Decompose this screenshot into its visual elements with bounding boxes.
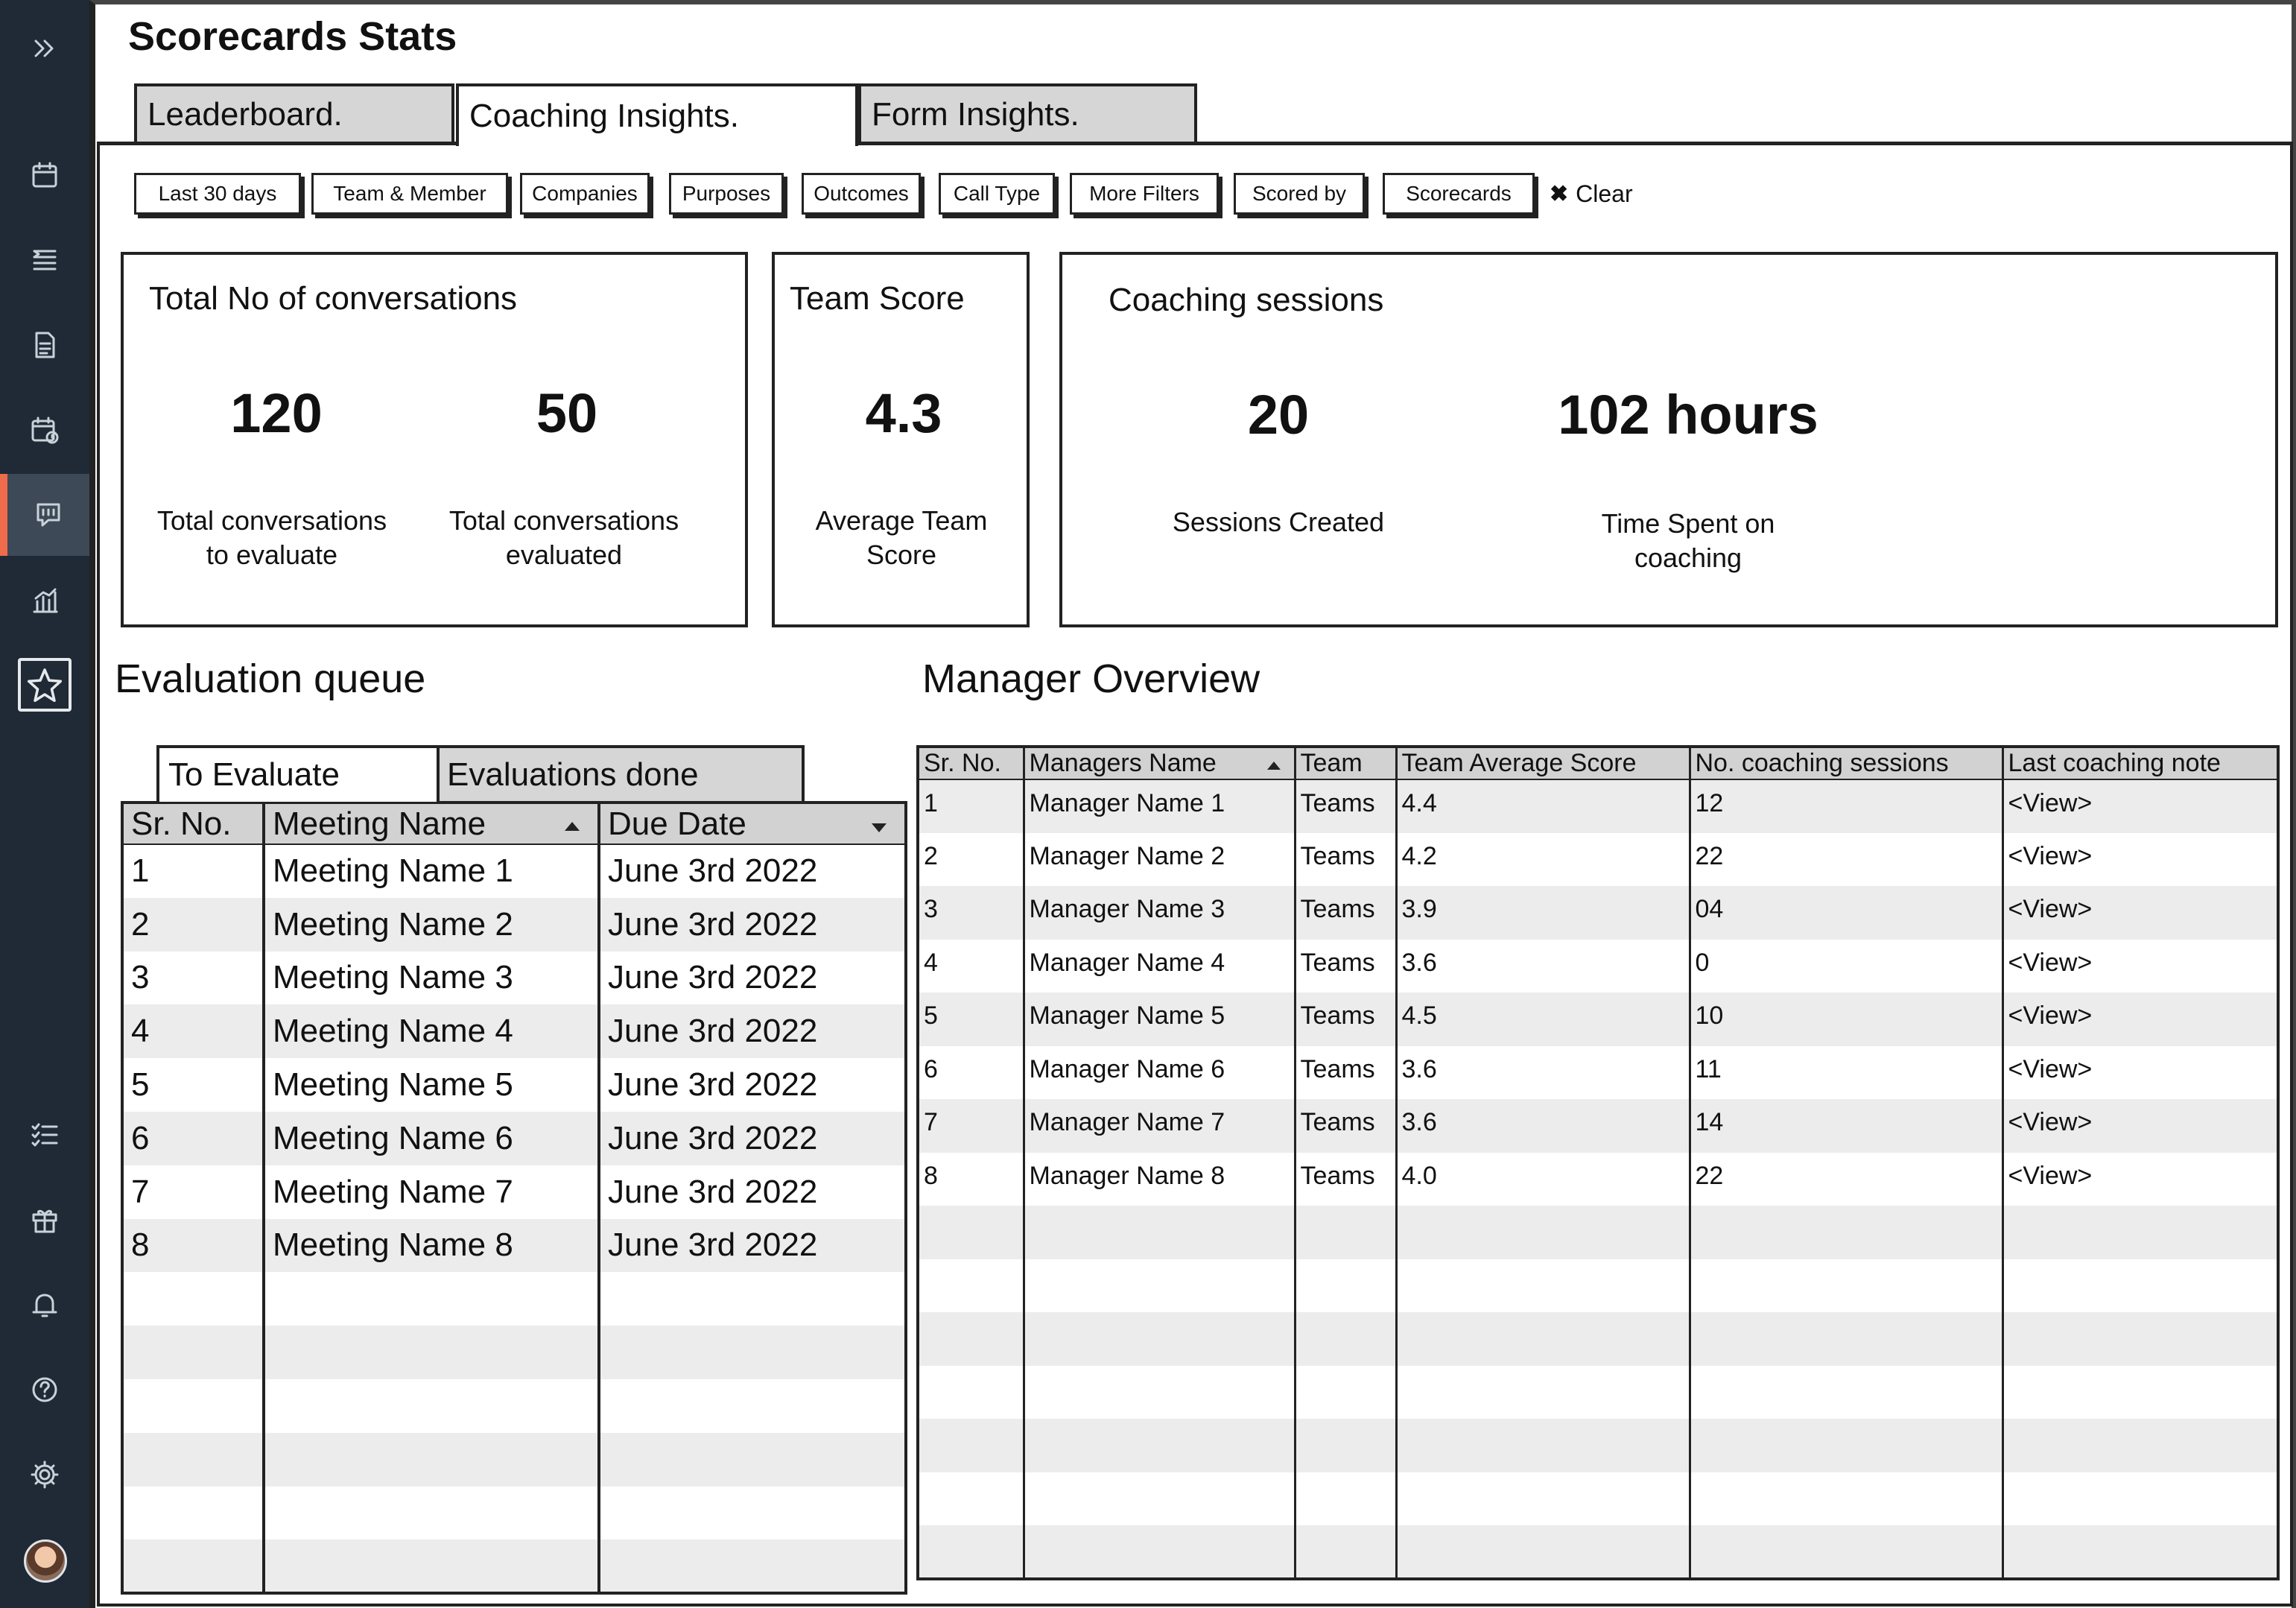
view-note-link[interactable]: <View> [2008, 841, 2093, 870]
cell-team: Teams [1295, 1046, 1396, 1100]
table-row-empty [918, 1366, 2278, 1419]
cell-sr-no: 2 [122, 898, 264, 952]
tab-leaderboard[interactable]: Leaderboard. [134, 83, 454, 143]
manager-overview-table [916, 745, 2280, 1580]
expand-icon[interactable] [0, 7, 89, 89]
table-row-empty [122, 1272, 906, 1326]
cell-sessions: 14 [1690, 1099, 2002, 1153]
column-header-coaching-sessions[interactable]: No. coaching sessions [1690, 747, 2002, 779]
schedule-icon[interactable] [0, 389, 89, 471]
cell-team: Teams [1295, 1153, 1396, 1206]
cell-avg-score: 3.6 [1396, 1099, 1690, 1153]
gift-icon[interactable] [0, 1179, 89, 1261]
filter-scorecards[interactable]: Scorecards [1383, 173, 1535, 215]
tab-coaching-insights[interactable]: Coaching Insights. [456, 83, 858, 146]
cell-due-date: June 3rd 2022 [599, 1004, 906, 1058]
cell-due-date: June 3rd 2022 [608, 1173, 818, 1210]
cell-sr-no: 2 [918, 833, 1024, 887]
cell-manager-name[interactable]: Manager Name 7 [1024, 1099, 1295, 1153]
tab-evaluations-done[interactable]: Evaluations done [435, 745, 805, 802]
table-row-empty [122, 1433, 906, 1487]
table-row-empty [122, 1487, 906, 1540]
cell-manager-name[interactable]: Manager Name 1 [1024, 779, 1295, 833]
column-header-managers-name[interactable]: Managers Name [1024, 747, 1295, 779]
cell-avg-score: 4.5 [1396, 993, 1690, 1046]
cell-sr-no: 5 [122, 1058, 264, 1112]
table-row-empty [122, 1539, 906, 1593]
cell-sr-no: 7 [918, 1099, 1024, 1153]
cell-manager-name[interactable]: Manager Name 2 [1024, 833, 1295, 887]
view-note-link[interactable]: <View> [2002, 993, 2278, 1046]
cell-sr-no: 1 [122, 844, 264, 898]
cell-meeting-name[interactable]: Meeting Name 5 [264, 1058, 599, 1112]
chat-icon[interactable] [0, 474, 89, 556]
filter-outcomes[interactable]: Outcomes [802, 173, 921, 215]
cell-avg-score: 4.0 [1396, 1153, 1690, 1206]
filter-companies[interactable]: Companies [520, 173, 650, 215]
cell-due-date: June 3rd 2022 [608, 852, 818, 890]
cell-team: Teams [1295, 833, 1396, 887]
table-row-empty [918, 1419, 2278, 1472]
sessions-created-value: 20 [1247, 384, 1310, 446]
filter-last-30-days[interactable]: Last 30 days [134, 173, 301, 215]
team-score-value: 4.3 [865, 382, 942, 444]
cell-sr-no: 6 [918, 1046, 1024, 1100]
table-row[interactable] [918, 833, 2278, 887]
coaching-sessions-title: Coaching sessions [1109, 282, 1384, 318]
cell-team: Teams [1295, 993, 1396, 1046]
cell-due-date: June 3rd 2022 [599, 1112, 906, 1165]
cell-sessions: 11 [1690, 1046, 2002, 1100]
column-header-team-average-score[interactable]: Team Average Score [1396, 747, 1690, 779]
evaluation-queue-table [121, 801, 907, 1595]
cell-avg-score: 4.2 [1396, 833, 1690, 887]
cell-meeting-name[interactable]: Meeting Name 6 [264, 1112, 599, 1165]
table-row[interactable] [122, 1165, 906, 1219]
view-note-link[interactable]: <View> [2008, 1054, 2093, 1083]
cell-sr-no: 3 [918, 886, 1024, 940]
cell-meeting-name[interactable]: Meeting Name 8 [264, 1219, 599, 1273]
cell-manager-name[interactable]: Manager Name 8 [1024, 1153, 1295, 1206]
cell-team: Teams [1295, 886, 1396, 940]
table-row-empty [122, 1326, 906, 1379]
view-note-link[interactable]: <View> [2002, 886, 2278, 940]
conversations-card-title: Total No of conversations [149, 280, 518, 317]
table-row[interactable] [122, 1004, 906, 1058]
evaluated-label: Total conversations evaluated [448, 505, 679, 570]
cell-avg-score: 3.9 [1396, 886, 1690, 940]
table-row[interactable] [918, 886, 2278, 940]
cell-sr-no: 4 [918, 940, 1024, 993]
clear-label: Clear [1576, 180, 1633, 207]
table-row[interactable] [122, 844, 906, 898]
team-score-title: Team Score [790, 280, 965, 317]
star-icon[interactable] [0, 644, 89, 726]
cell-manager-name[interactable]: Manager Name 6 [1024, 1046, 1295, 1100]
manager-overview-title: Manager Overview [922, 656, 1260, 701]
cell-team: Teams [1295, 1099, 1396, 1153]
table-row[interactable] [122, 952, 906, 1005]
table-row-empty [918, 1472, 2278, 1526]
checklist-icon[interactable] [0, 1094, 89, 1176]
cell-manager-name[interactable]: Manager Name 5 [1024, 993, 1295, 1046]
table-row-empty [918, 1206, 2278, 1259]
settings-icon[interactable] [0, 1434, 89, 1516]
cell-sr-no: 8 [122, 1219, 264, 1273]
cell-sessions: 0 [1690, 940, 2002, 993]
cell-sr-no: 5 [918, 993, 1024, 1046]
cell-avg-score: 3.6 [1396, 1046, 1690, 1100]
conversations-card [121, 252, 748, 627]
help-icon[interactable] [0, 1349, 89, 1431]
cell-sr-no: 7 [122, 1165, 264, 1219]
cell-meeting-name[interactable]: Meeting Name 1 [264, 844, 599, 898]
column-header-team[interactable]: Team [1295, 747, 1396, 779]
cell-sr-no: 1 [918, 779, 1024, 833]
tab-form-insights[interactable]: Form Insights. [858, 83, 1197, 143]
column-header-sr-no[interactable]: Sr. No. [918, 747, 1024, 779]
table-row[interactable] [122, 1112, 906, 1165]
cell-avg-score: 3.6 [1396, 940, 1690, 993]
table-row[interactable] [122, 1058, 906, 1112]
cell-meeting-name[interactable]: Meeting Name 2 [264, 898, 599, 952]
table-row[interactable] [918, 1099, 2278, 1153]
cell-meeting-name[interactable]: Meeting Name 7 [264, 1165, 599, 1219]
table-row[interactable] [918, 1046, 2278, 1100]
table-row-empty [918, 1259, 2278, 1313]
cell-team: Teams [1295, 779, 1396, 833]
cell-sr-no: 6 [122, 1112, 264, 1165]
cell-sr-no: 4 [122, 1004, 264, 1058]
table-row[interactable] [122, 1219, 906, 1273]
team-score-label: Average Team Score [815, 505, 988, 570]
table-row[interactable] [122, 898, 906, 952]
cell-sessions: 10 [1690, 993, 2002, 1046]
close-icon: ✖ [1550, 182, 1569, 206]
table-row[interactable] [918, 779, 2278, 833]
table-row[interactable] [918, 993, 2278, 1046]
cell-sr-no: 8 [918, 1153, 1024, 1206]
bell-icon[interactable] [0, 1264, 89, 1346]
coaching-sessions-card [1059, 252, 2278, 627]
clear-filters-button[interactable] [1550, 180, 1633, 208]
filter-scored-by[interactable]: Scored by [1234, 173, 1365, 215]
cell-meeting-name[interactable]: Meeting Name 3 [264, 952, 599, 1005]
document-icon[interactable] [0, 304, 89, 386]
evaluation-queue-title: Evaluation queue [115, 656, 426, 701]
analytics-icon[interactable] [0, 559, 89, 641]
cell-due-date: June 3rd 2022 [608, 1066, 818, 1104]
page-title: Scorecards Stats [128, 14, 457, 59]
filter-more-filters[interactable]: More Filters [1070, 173, 1219, 215]
cell-manager-name[interactable]: Manager Name 3 [1024, 886, 1295, 940]
filter-call-type[interactable]: Call Type [939, 173, 1055, 215]
column-header-sr-no[interactable]: Sr. No. [122, 803, 264, 844]
column-header-due-date[interactable]: Due Date [599, 803, 906, 844]
sessions-created-label: Sessions Created [1172, 507, 1385, 537]
cell-due-date: June 3rd 2022 [608, 959, 818, 996]
view-note-link[interactable]: <View> [2008, 1161, 2093, 1190]
cell-due-date: June 3rd 2022 [599, 1219, 906, 1273]
view-note-link[interactable]: <View> [2002, 779, 2278, 833]
cell-sessions: 12 [1690, 779, 2002, 833]
list-icon[interactable] [0, 219, 89, 301]
to-evaluate-value: 120 [230, 382, 323, 444]
avatar[interactable] [24, 1539, 67, 1583]
cell-sessions: 04 [1690, 886, 2002, 940]
team-score-card [772, 252, 1030, 627]
time-spent-label: Time Spent on coaching [1601, 508, 1775, 573]
calendar-icon[interactable] [0, 134, 89, 216]
cell-sr-no: 3 [122, 952, 264, 1005]
filter-purposes[interactable]: Purposes [669, 173, 784, 215]
table-row[interactable] [918, 1153, 2278, 1206]
to-evaluate-label: Total conversations to evaluate [156, 505, 387, 570]
table-row-empty [122, 1379, 906, 1433]
cell-meeting-name[interactable]: Meeting Name 4 [264, 1004, 599, 1058]
sidebar [0, 0, 89, 1608]
table-header-row [122, 803, 906, 844]
cell-sessions: 22 [1690, 833, 2002, 887]
table-row-empty [918, 1312, 2278, 1366]
cell-due-date: June 3rd 2022 [599, 898, 906, 952]
view-note-link[interactable]: <View> [2002, 1099, 2278, 1153]
table-row-empty [918, 1525, 2278, 1579]
tab-to-evaluate[interactable]: To Evaluate [156, 745, 440, 802]
cell-team: Teams [1295, 940, 1396, 993]
cell-avg-score: 4.4 [1396, 779, 1690, 833]
table-header-row [918, 747, 2278, 779]
cell-manager-name[interactable]: Manager Name 4 [1024, 940, 1295, 993]
time-spent-value: 102 hours [1558, 384, 1818, 446]
evaluated-value: 50 [536, 382, 598, 444]
filter-team-member[interactable]: Team & Member [311, 173, 508, 215]
column-header-last-coaching-note[interactable]: Last coaching note [2002, 747, 2278, 779]
view-note-link[interactable]: <View> [2008, 948, 2093, 977]
cell-sessions: 22 [1690, 1153, 2002, 1206]
column-header-meeting-name[interactable]: Meeting Name [264, 803, 599, 844]
table-row[interactable] [918, 940, 2278, 993]
